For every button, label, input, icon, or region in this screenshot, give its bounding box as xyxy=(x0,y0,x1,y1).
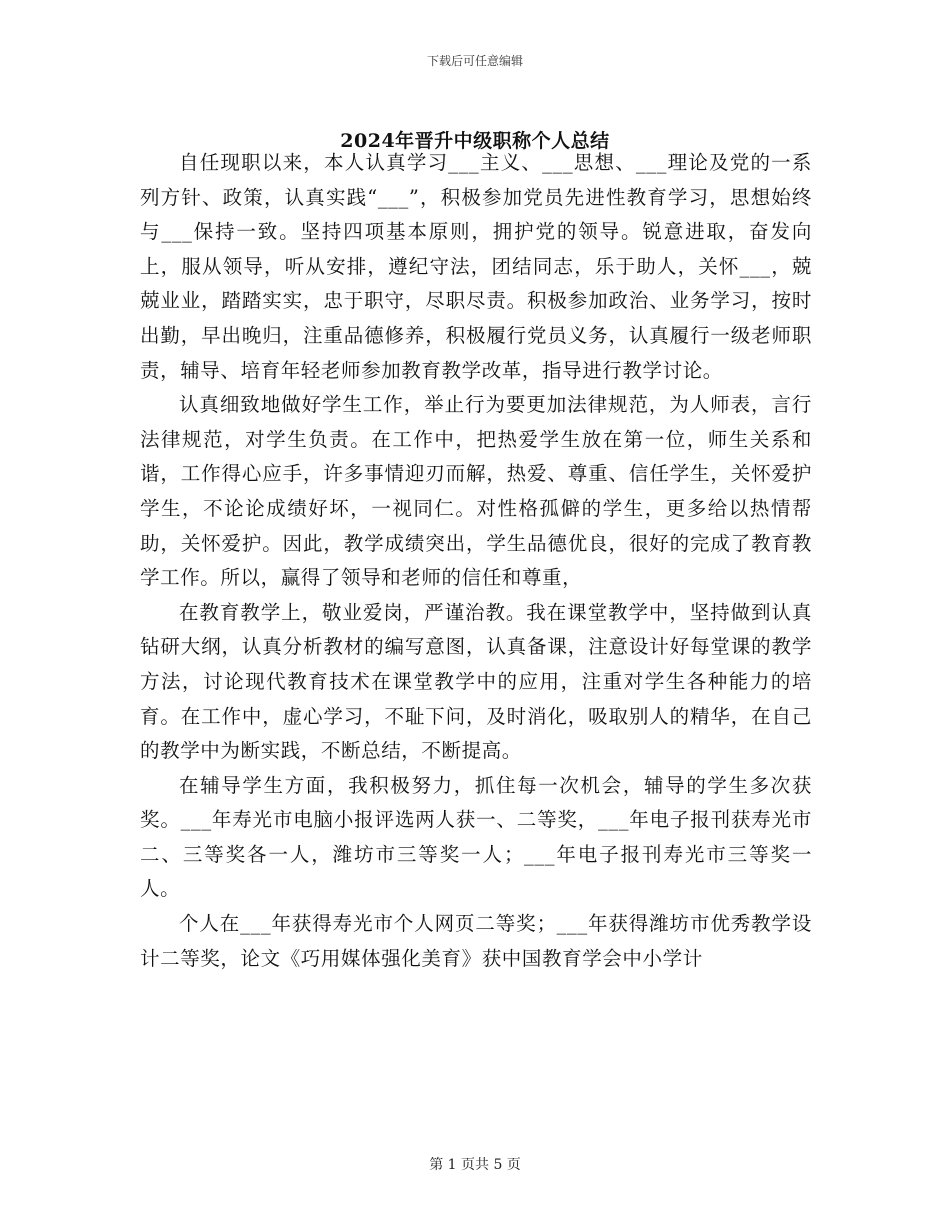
page-header-note: 下载后可任意编辑 xyxy=(426,54,523,68)
paragraph-1: 自任现职以来，本人认真学习___主义、___思想、___理论及党的一系列方针、政策，认真实践“___”，积极参加党员先进性教育学习，思想始终与___保持一致。坚持四项基本原则，拥护党的领导。锐意进取，奋发向上，服从领导，听从安排，遵纪守法，团结同志，乐于助人，关怀___，兢兢业业，踏踏实实，忠于职守，尽职尽责。积极参加政治、业务学习，按时出勤，早出晚归，注重品德修养，积极履行党员义务，认真履行一级老师职责，辅导、培育年轻老师参加教育教学改革，指导进行教学讨论。 xyxy=(140,151,813,382)
paragraph-2: 认真细致地做好学生工作，举止行为要更加法律规范，为人师表，言行法律规范，对学生负责。在工作中，把热爱学生放在第一位，师生关系和谐，工作得心应手，许多事情迎刃而解，热爱、尊重、信任学生，关怀爱护学生，不论论成绩好坏，一视同仁。对性格孤僻的学生，更多给以热情帮助，关怀爱护。因此，教学成绩突出，学生品德优良，很好的完成了教育教学工作。所以，赢得了领导和老师的信任和尊重， xyxy=(140,393,812,590)
document-title: 2024年晋升中级职称个人总结 xyxy=(340,129,610,152)
paragraph-5: 个人在___年获得寿光市个人网页二等奖；___年获得潍坊市优秀教学设计二等奖，论文《巧用媒体强化美育》获中国教育学会中小学计 xyxy=(140,912,812,970)
paragraph-3: 在教育教学上，敬业爱岗，严谨治教。我在课堂教学中，坚持做到认真钻研大纲，认真分析教材的编写意图，认真备课，注意设计好每堂课的教学方法，讨论现代教育技术在课堂教学中的应用，注重对学生各种能力的培育。在工作中，虚心学习，不耻下问，及时消化，吸取别人的精华，在自己的教学中为断实践，不断总结，不断提高。 xyxy=(140,600,812,763)
paragraph-4: 在辅导学生方面，我积极努力，抓住每一次机会，辅导的学生多次获奖。___年寿光市电脑小报评选两人获一、二等奖，___年电子报刊获寿光市二、三等奖各一人，潍坊市三等奖一人；___年电子报刊寿光市三等奖一人。 xyxy=(140,773,812,901)
page-number: 第 1 页共 5 页 xyxy=(429,1157,521,1173)
document-body xyxy=(140,146,812,976)
